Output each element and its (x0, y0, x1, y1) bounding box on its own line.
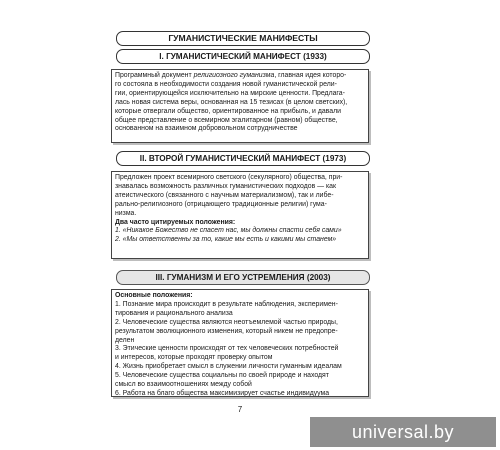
section1-line: основанном на взаимном добровольном сотрудничестве (115, 125, 298, 133)
section3-line: тирования и рационального анализа (115, 309, 233, 317)
section3-line: 1. Познание мира происходит в результате наблюдения, эксперимен- (115, 300, 338, 308)
section2-line: низма. (115, 209, 137, 217)
section3-line: смысл во взаимоотношениях между собой (115, 381, 252, 389)
section1-italic-term: религиозного гуманизма (193, 72, 275, 79)
section3-line: 4. Жизнь приобретает смысл в служении личности гуманным идеалам (115, 363, 342, 371)
page-number: 7 (237, 405, 243, 414)
section2-quote: 1. «Никакое Божество не спасет нас, мы должны спасти себя сами» (115, 227, 342, 235)
section2-quotes-label: Два часто цитируемых положения: (115, 218, 236, 226)
section2-body (111, 171, 369, 259)
section2-line: атеистического (связанного с научным материализмом), так и либе- (115, 191, 334, 199)
section2-heading: II. ВТОРОЙ ГУМАНИСТИЧЕСКИЙ МАНИФЕСТ (1973) (116, 151, 370, 166)
section1-line: лась новая система веры, основанная на 15 тезисах (в целом светских), (115, 98, 348, 106)
section1-line: которые отвергали общество, ориентированное на прибыль, и давали (115, 107, 341, 115)
page-title: ГУМАНИСТИЧЕСКИЕ МАНИФЕСТЫ (116, 31, 370, 46)
section2-line: рально-религиозного (отрицающего традиционные религии) гума- (115, 200, 327, 208)
section3-line: и интересов, которые проходят проверку опытом (115, 354, 273, 362)
section1-line (115, 72, 365, 81)
section3-line: 6. Работа на благо общества максимизирует счастье индивидуума (115, 389, 330, 397)
section1-text: , главная идея которо- (274, 72, 347, 79)
section1-body (111, 69, 369, 143)
section1-heading: I. ГУМАНИСТИЧЕСКИЙ МАНИФЕСТ (1933) (116, 49, 370, 64)
section2-quote: 2. «Мы ответственны за то, какие мы есть и какими мы станем» (115, 236, 337, 244)
section3-line: делен (115, 336, 135, 344)
watermark: universal.by (310, 417, 496, 447)
section3-body (111, 289, 369, 397)
section1-line: общее представление о всемирном эгалитарном (равном) обществе, (115, 116, 338, 124)
section1-line: го состояла в необходимости создания новой гуманистической рели- (115, 80, 337, 88)
section3-heading: III. ГУМАНИЗМ И ЕГО УСТРЕМЛЕНИЯ (2003) (116, 270, 370, 285)
section3-line: 2. Человеческие существа являются неотъемлемой частью природы, (115, 318, 338, 326)
section3-line: 5. Человеческие существа социальны по своей природе и находят (115, 372, 329, 380)
section3-line: результатом эволюционного изменения, который никем не предопре- (115, 327, 338, 335)
section1-text: Программный документ (115, 72, 194, 79)
section2-line: Предложен проект всемирного светского (секулярного) общества, при- (115, 174, 343, 181)
section3-label: Основные положения: (115, 292, 193, 299)
section3-line: 3. Этические ценности происходят от тех человеческих потребностей (115, 345, 339, 353)
section2-line: знавалась возможность различных гуманистических подходов — как (115, 182, 336, 190)
section1-line: гии, ориентирующейся исключительно на мирские ценности. Предлага- (115, 89, 345, 97)
